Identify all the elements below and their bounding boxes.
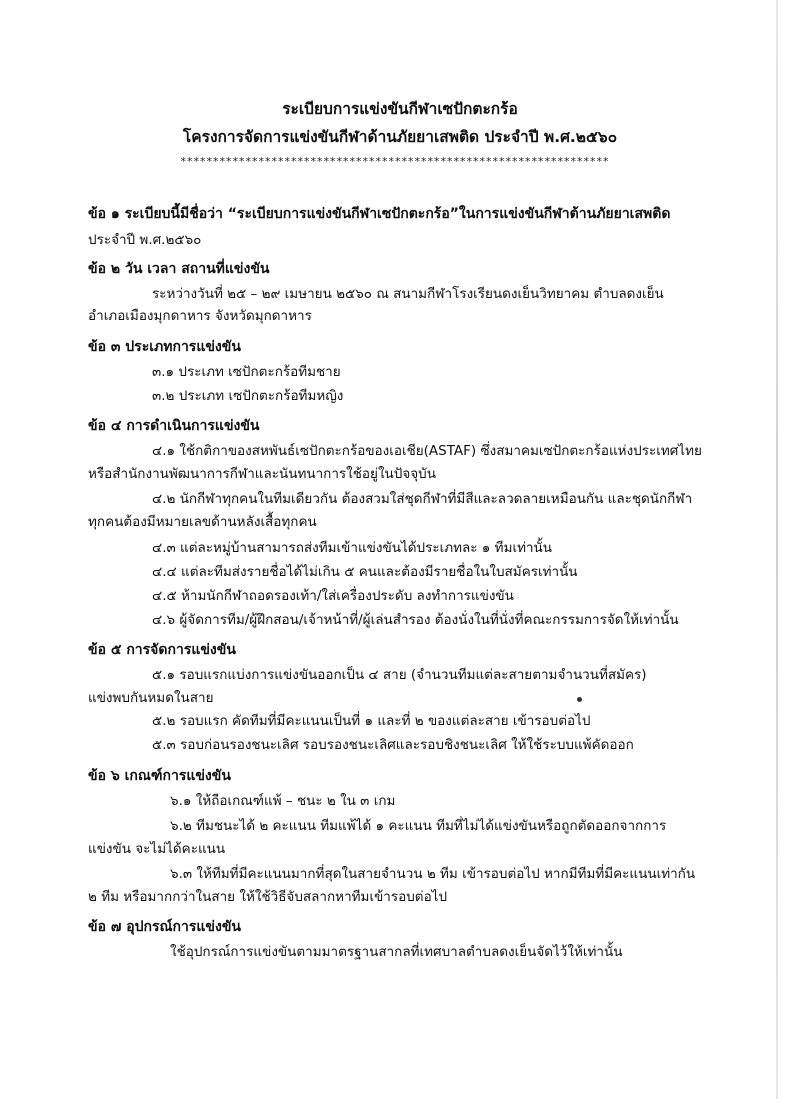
document-title: ระเบียบการแข่งขันกีฬาเซปักตะกร้อ	[282, 100, 518, 118]
ink-dot	[577, 697, 582, 702]
section-4-line-8: ๔.๖ ผู้จัดการทีม/ผู้ฝึกสอน/เจ้าหน้าที่/ผู้เล่นสำรอง ต้องนั่งในที่นั่งที่คณะกรรมการจัดให้เท่านั้น	[152, 612, 679, 628]
section-6-heading: ข้อ ๖ เกณฑ์การแข่งขัน	[88, 768, 231, 784]
document-subtitle: โครงการจัดการแข่งขันกีฬาด้านภัยยาเสพติด ประจำปี พ.ศ.๒๕๖๐	[182, 128, 618, 146]
section-6-line-5: ๒ ทีม หรือมากกว่าในสาย ให้ใช้วิธีจับสลากหาทีมเข้ารอบต่อไป	[88, 889, 448, 905]
section-6-line-2: ๖.๒ ทีมชนะได้ ๒ คะแนน ทีมแพ้ได้ ๑ คะแนน ทีมที่ไม่ได้แข่งขันหรือถูกตัดออกจากการ	[170, 818, 667, 834]
section-4-line-1: ๔.๑ ใช้กติกาของสหพันธ์เซปักตะกร้อของเอเชีย(ASTAF) ซึ่งสมาคมเซปักตะกร้อแห่งประเทศไทย	[152, 443, 702, 459]
section-5-line-2: แข่งพบกันหมดในสาย	[88, 690, 214, 706]
section-1-heading: ข้อ ๑ ระเบียบนี้มีชื่อว่า “ระเบียบการแข่งขันกีฬาเซปักตะกร้อ”ในการแข่งขันกีฬาต้านภัยยาเสพติด	[88, 206, 671, 222]
section-6-line-3: แข่งขัน จะไม่ได้คะแนน	[88, 841, 226, 857]
section-3-heading: ข้อ ๓ ประเภทการแข่งขัน	[88, 339, 241, 355]
section-4-line-4: ทุกคนต้องมีหมายเลขด้านหลังเสื้อทุกคน	[88, 514, 317, 530]
title-separator: ******************************************************************	[180, 155, 610, 168]
section-5-heading: ข้อ ๕ การจัดการแข่งขัน	[88, 642, 236, 658]
section-2-line-1: ระหว่างวันที่ ๒๕ – ๒๙ เมษายน ๒๕๖๐ ณ สนามกีฬาโรงเรียนดงเย็นวิทยาคม ตำบลดงเย็น	[152, 286, 664, 302]
section-5-line-4: ๕.๓ รอบก่อนรองชนะเลิศ รอบรองชนะเลิศและรอบชิงชนะเลิศ ให้ใช้ระบบแพ้คัดออก	[152, 737, 634, 753]
section-4-heading: ข้อ ๔ การดำเนินการแข่งขัน	[88, 418, 260, 434]
section-4-line-2: หรือสำนักงานพัฒนาการกีฬาและนันทนาการใช้อยู่ในปัจจุบัน	[88, 466, 436, 482]
section-3-line-1: ๓.๑ ประเภท เซปักตะกร้อทีมชาย	[152, 364, 341, 380]
section-2-heading: ข้อ ๒ วัน เวลา สถานที่แข่งขัน	[88, 261, 270, 277]
section-1-line-1: ประจำปี พ.ศ.๒๕๖๐	[88, 232, 202, 248]
section-5-line-1: ๕.๑ รอบแรกแบ่งการแข่งขันออกเป็น ๔ สาย (จำนวนทีมแต่ละสายตามจำนวนที่สมัคร)	[152, 667, 647, 683]
section-7-line-1: ใช้อุปกรณ์การแข่งขันตามมาตรฐานสากลที่เทศบาลตำบลดงเย็นจัดไว้ให้เท่านั้น	[170, 944, 623, 960]
section-5-line-3: ๕.๒ รอบแรก คัดทีมที่มีคะแนนเป็นที่ ๑ และที่ ๒ ของแต่ละสาย เข้ารอบต่อไป	[152, 713, 591, 729]
section-4-line-6: ๔.๔ แต่ละทีมส่งรายชื่อได้ไม่เกิน ๕ คนและต้องมีรายชื่อในใบสมัครเท่านั้น	[152, 564, 578, 580]
section-3-line-2: ๓.๒ ประเภท เซปักตะกร้อทีมหญิง	[152, 388, 344, 404]
scan-edge	[776, 0, 778, 1099]
section-2-line-2: อำเภอเมืองมุกดาหาร จังหวัดมุกดาหาร	[88, 308, 312, 324]
section-4-line-3: ๔.๒ นักกีฬาทุกคนในทีมเดียวกัน ต้องสวมใส่ชุดกีฬาที่มีสีและลวดลายเหมือนกัน และชุดนักกีฬา	[152, 491, 693, 507]
section-4-line-7: ๔.๕ ห้ามนักกีฬาถอดรองเท้า/ใส่เครื่องประดับ ลงทำการแข่งขัน	[152, 588, 514, 604]
section-6-line-4: ๖.๓ ให้ทีมที่มีคะแนนมากที่สุดในสายจำนวน ๒ ทีม เข้ารอบต่อไป หากมีทีมที่มีคะแนนเท่ากัน	[170, 866, 696, 882]
section-4-line-5: ๔.๓ แต่ละหมู่บ้านสามารถส่งทีมเข้าแข่งขันได้ประเภทละ ๑ ทีมเท่านั้น	[152, 540, 553, 556]
section-6-line-1: ๖.๑ ให้ถือเกณฑ์แพ้ – ชนะ ๒ ใน ๓ เกม	[170, 793, 396, 809]
section-7-heading: ข้อ ๗ อุปกรณ์การแข่งขัน	[88, 919, 241, 935]
